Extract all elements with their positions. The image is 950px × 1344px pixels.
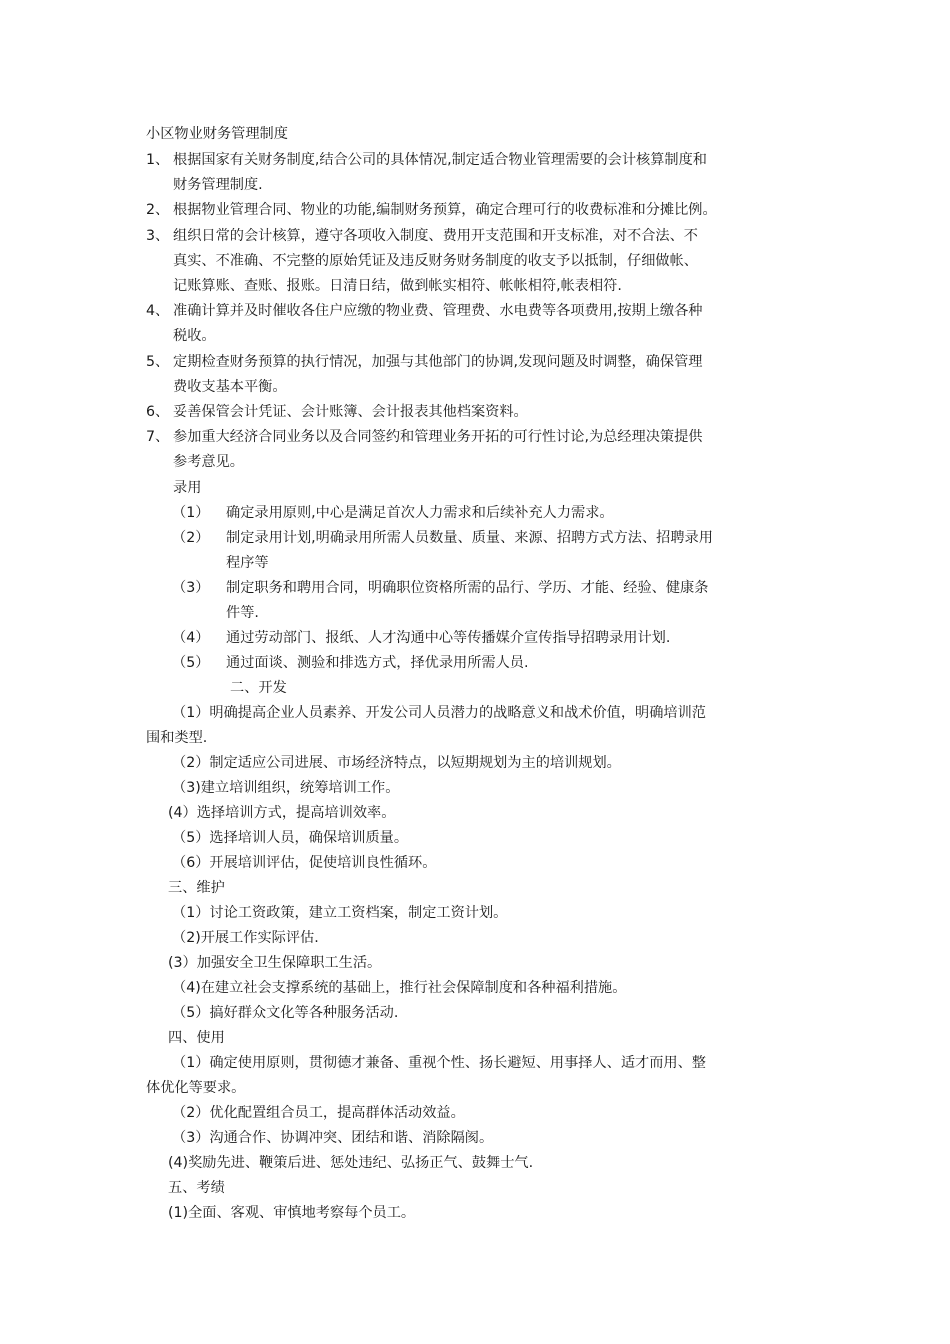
paragraph-line: （1）讨论工资政策，建立工资档案，制定工资计划。 <box>172 905 508 921</box>
paragraph-line: 围和类型. <box>146 730 208 746</box>
paragraph-line: (1)全面、客观、审慎地考察每个员工。 <box>168 1205 416 1221</box>
section-heading-use: 四、使用 <box>168 1030 225 1046</box>
list-item-line: 参考意见。 <box>173 454 244 470</box>
paragraph-line: （1）确定使用原则，贯彻德才兼备、重视个性、扬长避短、用事择人、适才而用、整 <box>172 1055 706 1071</box>
section-heading-develop: 二、开发 <box>230 680 287 696</box>
list-item-line: 组织日常的会计核算，遵守各项收入制度、费用开支范围和开支标准，对不合法、不 <box>173 228 698 244</box>
list-item-number: （3） <box>172 580 210 596</box>
list-item-number: （1） <box>172 505 210 521</box>
section-heading-recruit: 录用 <box>173 480 202 496</box>
paragraph-line: （2）优化配置组合员工，提高群体活动效益。 <box>172 1105 465 1121</box>
list-item-line: 通过面谈、测验和排选方式，择优录用所需人员. <box>226 655 529 671</box>
list-item-line: 准确计算并及时催收各住户应缴的物业费、管理费、水电费等各项费用,按期上缴各种 <box>173 303 703 319</box>
paragraph-line: 体优化等要求。 <box>146 1080 246 1096</box>
section-heading-maintain: 三、维护 <box>168 880 225 896</box>
list-item-line: 记账算账、查账、报账。日清日结，做到帐实相符、帐帐相符,帐表相符. <box>173 278 622 294</box>
list-item-line: 根据国家有关财务制度,结合公司的具体情况,制定适合物业管理需要的会计核算制度和 <box>173 152 707 168</box>
list-item-line: 妥善保管会计凭证、会计账簿、会计报表其他档案资料。 <box>173 404 528 420</box>
list-item-number: 6、 <box>146 404 170 420</box>
list-item-line: 税收。 <box>173 328 216 344</box>
section-heading-assess: 五、考绩 <box>168 1180 225 1196</box>
paragraph-line: (4)奖励先进、鞭策后进、惩处违纪、弘扬正气、鼓舞士气. <box>168 1155 534 1171</box>
paragraph-line: （4)在建立社会支撑系统的基础上，推行社会保障制度和各种福利措施。 <box>172 980 627 996</box>
paragraph-line: （1）明确提高企业人员素养、开发公司人员潜力的战略意义和战术价值，明确培训范 <box>172 705 706 721</box>
list-item-line: 真实、不准确、不完整的原始凭证及违反财务财务制度的收支予以抵制，仔细做帐、 <box>173 253 698 269</box>
list-item-line: 根据物业管理合同、物业的功能,编制财务预算，确定合理可行的收费标准和分摊比例。 <box>173 202 717 218</box>
paragraph-line: （2)开展工作实际评估. <box>172 930 319 946</box>
paragraph-line: （5）选择培训人员，确保培训质量。 <box>172 830 409 846</box>
paragraph-line: (4）选择培训方式，提高培训效率。 <box>168 805 396 821</box>
list-item-line: 定期检查财务预算的执行情况，加强与其他部门的协调,发现问题及时调整，确保管理 <box>173 354 703 370</box>
list-item-number: 4、 <box>146 303 170 319</box>
list-item-number: （2） <box>172 530 210 546</box>
list-item-line: 程序等 <box>226 555 269 571</box>
list-item-line: 件等. <box>226 605 259 621</box>
list-item-line: 参加重大经济合同业务以及合同签约和管理业务开拓的可行性讨论,为总经理决策提供 <box>173 429 703 445</box>
list-item-line: 财务管理制度. <box>173 177 263 193</box>
list-item-number: （4） <box>172 630 210 646</box>
list-item-number: 5、 <box>146 354 170 370</box>
list-item-line: 制定职务和聘用合同，明确职位资格所需的品行、学历、才能、经验、健康条 <box>226 580 709 596</box>
paragraph-line: （3)建立培训组织，统筹培训工作。 <box>172 780 400 796</box>
list-item-number: 1、 <box>146 152 170 168</box>
paragraph-line: （3）沟通合作、协调冲突、团结和谐、消除隔阂。 <box>172 1130 494 1146</box>
paragraph-line: （5）搞好群众文化等各种服务活动. <box>172 1005 399 1021</box>
list-item-line: 确定录用原则,中心是满足首次人力需求和后续补充人力需求。 <box>226 505 614 521</box>
paragraph-line: (3）加强安全卫生保障职工生活。 <box>168 955 382 971</box>
page-title: 小区物业财务管理制度 <box>146 126 288 142</box>
list-item-line: 费收支基本平衡。 <box>173 379 287 395</box>
paragraph-line: （6）开展培训评估，促使培训良性循环。 <box>172 855 437 871</box>
paragraph-line: （2）制定适应公司进展、市场经济特点，以短期规划为主的培训规划。 <box>172 755 621 771</box>
list-item-number: （5） <box>172 655 210 671</box>
list-item-line: 通过劳动部门、报纸、人才沟通中心等传播媒介宣传指导招聘录用计划. <box>226 630 671 646</box>
list-item-line: 制定录用计划,明确录用所需人员数量、质量、来源、招聘方式方法、招聘录用 <box>226 530 713 546</box>
list-item-number: 7、 <box>146 429 170 445</box>
list-item-number: 3、 <box>146 228 170 244</box>
list-item-number: 2、 <box>146 202 170 218</box>
